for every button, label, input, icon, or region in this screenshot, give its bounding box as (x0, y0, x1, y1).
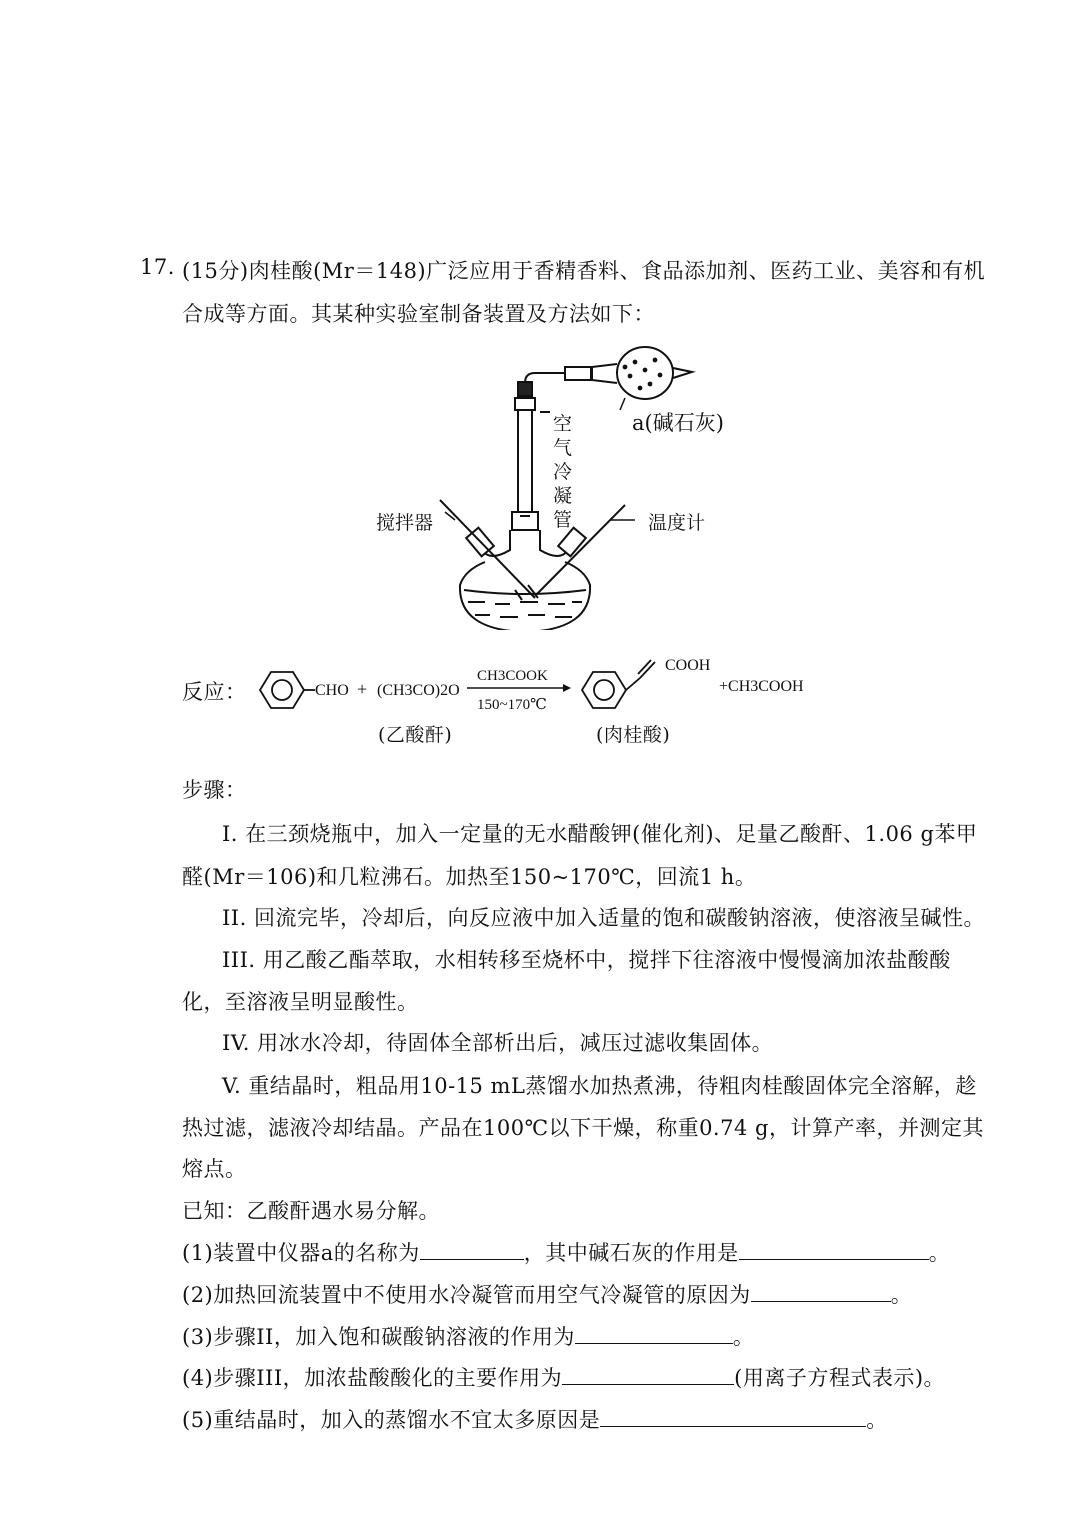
question-number: 17. (140, 255, 175, 279)
answer-blank-4[interactable] (562, 1366, 734, 1385)
step-5-line-1: V. 重结晶时，粗品用10-15 mL蒸馏水加热煮沸，待粗肉桂酸固体完全溶解，趁 (222, 1074, 977, 1098)
step-3-line-1: III. 用乙酸乙酯萃取，水相转移至烧杯中，搅拌下往溶液中慢慢滴加浓盐酸酸 (222, 948, 951, 972)
known-note: 已知：乙酸酐遇水易分解。 (182, 1199, 440, 1223)
cooh-group: COOH (665, 657, 711, 674)
cho-group: CHO (315, 682, 349, 699)
label-stirrer: 搅拌器 (376, 512, 434, 534)
step-2: II. 回流完毕，冷却后，向反应液中加入适量的饱和碳酸钠溶液，使溶液呈碱性。 (222, 906, 985, 930)
condition-label: 150~170℃ (477, 697, 547, 713)
drying-tube-icon (518, 347, 692, 400)
answer-blank-2[interactable] (751, 1283, 891, 1302)
step-4: IV. 用冰水冷却，待固体全部析出后，减压过滤收集固体。 (222, 1031, 774, 1055)
step-1-line-1: I. 在三颈烧瓶中，加入一定量的无水醋酸钾(催化剂)、足量乙酸酐、1.06 g苯甲 (222, 822, 978, 846)
step-5-line-3: 熔点。 (182, 1157, 247, 1181)
subquestion-4: (4)步骤III，加浓盐酸酸化的主要作用为 (用离子方程式表示)。 (182, 1366, 946, 1390)
plus-sign: + (357, 679, 368, 699)
step-3-line-2: 化，至溶液呈明显酸性。 (182, 990, 419, 1014)
reaction-equation (245, 650, 825, 750)
answer-blank-5[interactable] (600, 1408, 866, 1427)
answer-blank-1b[interactable] (739, 1241, 929, 1260)
apparatus-diagram (360, 340, 720, 630)
question-line-1: (15分)肉桂酸(Mr＝148)广泛应用于香精香料、食品添加剂、医药工业、美容和有机 (182, 259, 986, 283)
question-line-2: 合成等方面。其某种实验室制备装置及方法如下： (182, 302, 655, 326)
benzene-ring-icon (260, 672, 315, 708)
subquestion-3: (3)步骤II，加入饱和碳酸钠溶液的作用为 。 (182, 1325, 755, 1349)
steps-heading: 步骤： (182, 778, 247, 802)
reaction-prefix: 反应： (182, 680, 247, 704)
subquestion-2: (2)加热回流装置中不使用水冷凝管而用空气冷凝管的原因为 。 (182, 1283, 913, 1307)
step-5-line-2: 热过滤，滤液冷却结晶。产品在100℃以下干燥，称重0.74 g，计算产率，并测定其 (182, 1116, 984, 1140)
air-condenser-icon (512, 398, 550, 530)
step-1-line-2: 醛(Mr＝106)和几粒沸石。加热至150~170℃，回流1 h。 (182, 865, 757, 889)
answer-blank-1a[interactable] (420, 1241, 524, 1260)
label-air-condenser: 空气冷凝管 (553, 413, 573, 531)
label-thermometer: 温度计 (648, 512, 706, 534)
subquestion-1: (1)装置中仪器a的名称为 ，其中碱石灰的作用是 。 (182, 1241, 951, 1265)
answer-blank-3[interactable] (575, 1325, 733, 1344)
subquestion-5: (5)重结晶时，加入的蒸馏水不宜太多原因是 。 (182, 1408, 888, 1432)
acetic-anhydride-formula: (CH3CO)2O (377, 682, 460, 699)
anhydride-name: (乙酸酐) (378, 724, 453, 746)
catalyst-label: CH3COOK (477, 668, 548, 684)
product-name: (肉桂酸) (596, 724, 671, 746)
cinnamic-acid-ring-icon (582, 660, 655, 708)
label-a-soda-lime: a(碱石灰) (632, 411, 724, 435)
acetic-acid-byproduct: +CH3COOH (719, 678, 804, 695)
